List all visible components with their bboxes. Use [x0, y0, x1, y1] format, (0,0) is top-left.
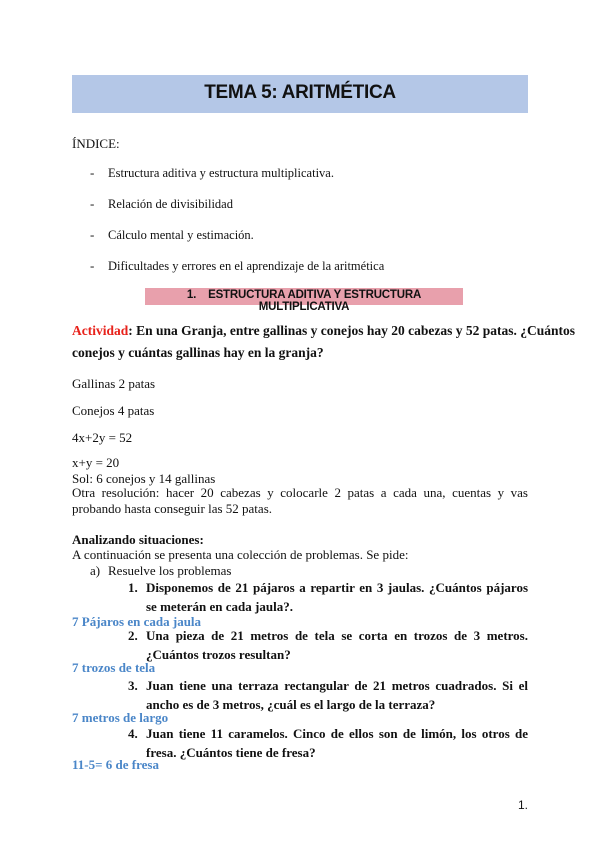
section-number: 1.: [186, 289, 197, 301]
index-heading: ÍNDICE:: [72, 136, 120, 151]
problem-text: Juan tiene una terraza rectangular de 21 metros cuadrados. Si el ancho es de 3 metros, ¿cuál es el largo de la terraza?: [146, 678, 528, 712]
page-number: 1.: [517, 798, 528, 812]
problem-number: 4.: [128, 726, 138, 741]
problem-number: 1.: [128, 580, 138, 595]
activity-line-1: [72, 323, 575, 339]
index-item: Estructura aditiva y estructura multiplicativa.: [108, 166, 334, 180]
work-line: Conejos 4 patas: [72, 403, 155, 418]
bullet-dash: -: [90, 165, 95, 180]
problem-text: Una pieza de 21 metros de tela se corta en trozos de 3 metros. ¿Cuántos trozos resultan?: [146, 628, 528, 662]
activity-label: Actividad: [72, 323, 129, 338]
page-title: TEMA 5: ARITMÉTICA: [204, 82, 396, 103]
problem-number: 3.: [128, 678, 138, 693]
analysis-intro: A continuación se presenta una colección de problemas. Se pide:: [72, 547, 409, 562]
solution: Sol: 6 conejos y 14 gallinas: [72, 471, 216, 486]
bullet-dash: -: [90, 258, 95, 273]
answer: 7 trozos de tela: [72, 660, 156, 675]
bullet-dash: -: [90, 196, 95, 211]
section-heading-text: [145, 289, 463, 313]
work-line: Gallinas 2 patas: [72, 376, 156, 391]
equation: x+y = 20: [72, 455, 120, 470]
activity-colon: :: [128, 323, 133, 338]
analysis-heading: Analizando situaciones:: [72, 532, 204, 547]
activity-question: En una Granja, entre gallinas y conejos hay 20 cabezas y 52 patas. ¿Cuántos: [136, 323, 576, 338]
activity-question-cont: conejos y cuántas gallinas hay en la granja?: [72, 345, 324, 360]
alternative-solution: Otra resolución: hacer 20 cabezas y colocarle 2 patas a cada una, cuentas y vas probando hasta conseguir las 52 patas.: [72, 485, 528, 516]
index-item: Cálculo mental y estimación.: [108, 228, 254, 242]
index-item: Dificultades y errores en el aprendizaje de la aritmética: [108, 259, 385, 273]
problem-text: Disponemos de 21 pájaros a repartir en 3 jaulas. ¿Cuántos pájaros se meterán en cada jaula?.: [146, 580, 528, 614]
section-heading: [145, 288, 463, 313]
title-banner: [72, 75, 528, 113]
answer: 7 Pájaros en cada jaula: [72, 614, 202, 629]
sub-label: a): [90, 563, 101, 578]
problem-text: Juan tiene 11 caramelos. Cinco de ellos son de limón, los otros de fresa. ¿Cuántos tiene de fresa?: [146, 726, 528, 760]
index-item: Relación de divisibilidad: [108, 197, 233, 211]
sub-text: Resuelve los problemas: [108, 563, 232, 578]
equation: 4x+2y = 52: [72, 430, 133, 445]
problem-number: 2.: [128, 628, 138, 643]
section-title: ESTRUCTURA ADITIVA Y ESTRUCTURA MULTIPLICATIVA: [208, 289, 422, 313]
answer: 7 metros de largo: [72, 710, 169, 725]
answer: 11-5= 6 de fresa: [72, 757, 159, 772]
bullet-dash: -: [90, 227, 95, 242]
